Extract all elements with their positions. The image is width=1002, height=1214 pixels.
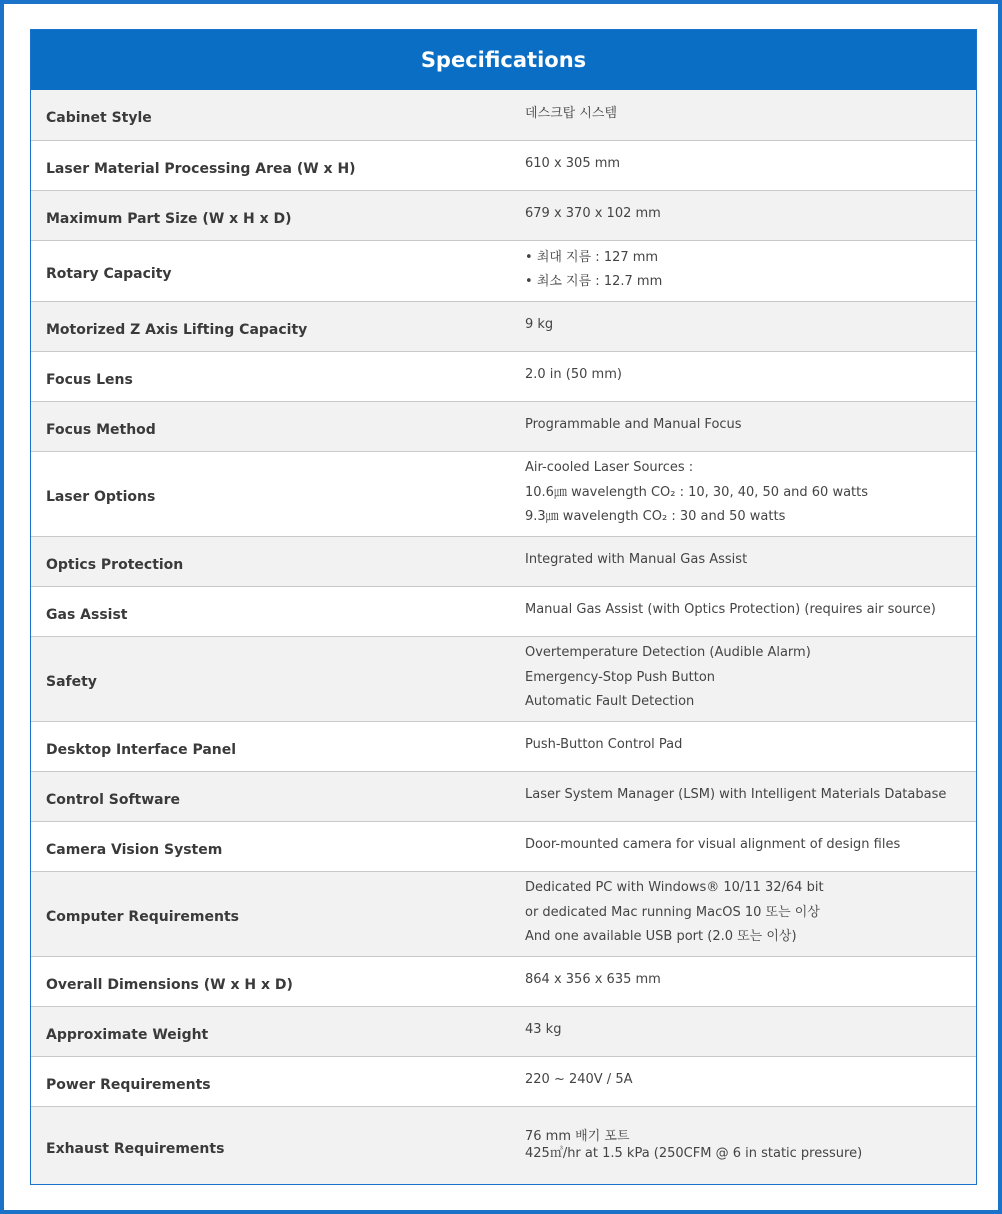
- spec-label: Camera Vision System: [46, 841, 223, 858]
- spec-value: [525, 637, 976, 721]
- spec-label: Desktop Interface Panel: [46, 741, 237, 758]
- spec-value-line: 864 x 356 x 635 mm: [525, 972, 661, 988]
- spec-value-line: 9.3㎛ wavelength CO₂ : 30 and 50 watts: [525, 509, 786, 525]
- table-row: [31, 351, 976, 401]
- spec-value: [525, 822, 976, 871]
- spec-value-line: 9 kg: [525, 317, 554, 333]
- table-row: [31, 90, 976, 140]
- table-row: [31, 536, 976, 586]
- table-row: [31, 636, 976, 721]
- spec-value: [525, 302, 976, 351]
- spec-value-line: Overtemperature Detection (Audible Alarm): [525, 645, 811, 661]
- spec-label: Motorized Z Axis Lifting Capacity: [46, 321, 308, 338]
- table-row: [31, 240, 976, 301]
- spec-label: Focus Lens: [46, 371, 133, 388]
- spec-value: [525, 587, 976, 636]
- table-row: [31, 771, 976, 821]
- spec-value-line: Programmable and Manual Focus: [525, 417, 742, 433]
- spec-label: Rotary Capacity: [46, 266, 172, 282]
- spec-value-line: 610 x 305 mm: [525, 156, 621, 172]
- table-row: [31, 1006, 976, 1056]
- spec-value: [525, 537, 976, 586]
- spec-value: [525, 191, 976, 240]
- table-row: [31, 956, 976, 1006]
- spec-label: Cabinet Style: [46, 110, 152, 126]
- spec-value-line: 10.6㎛ wavelength CO₂ : 10, 30, 40, 50 and 60 watts: [525, 484, 869, 500]
- table-row: [31, 821, 976, 871]
- table-row: [31, 1056, 976, 1106]
- spec-value-line: Dedicated PC with Windows® 10/11 32/64 bit: [525, 880, 824, 896]
- spec-value: [525, 1107, 976, 1184]
- spec-value-line: Emergency-Stop Push Button: [525, 669, 716, 685]
- spec-label: Computer Requirements: [46, 909, 239, 925]
- spec-value-line: 2.0 in (50 mm): [525, 367, 622, 383]
- table-row: [31, 451, 976, 536]
- table-row: [31, 140, 976, 190]
- spec-label: Approximate Weight: [46, 1026, 209, 1043]
- spec-value-line: 425㎥/hr at 1.5 kPa (250CFM @ 6 in static pressure): [525, 1145, 863, 1161]
- spec-value: [525, 1057, 976, 1106]
- spec-value: [525, 241, 976, 301]
- spec-label: Control Software: [46, 791, 181, 808]
- specifications-table: [30, 29, 977, 1185]
- spec-label: Maximum Part Size (W x H x D): [46, 210, 292, 227]
- spec-value-line: 220 ~ 240V / 5A: [525, 1072, 633, 1088]
- spec-value: [525, 1007, 976, 1056]
- spec-label: Overall Dimensions (W x H x D): [46, 976, 293, 993]
- spec-value-line: or dedicated Mac running MacOS 10 또는 이상: [525, 904, 820, 920]
- spec-value-line: Push-Button Control Pad: [525, 737, 683, 753]
- spec-value-line: Air-cooled Laser Sources :: [525, 460, 694, 476]
- spec-label: Laser Material Processing Area (W x H): [46, 160, 356, 177]
- spec-value: [525, 452, 976, 536]
- spec-value: [525, 402, 976, 451]
- spec-value: [525, 957, 976, 1006]
- spec-value-line: Automatic Fault Detection: [525, 694, 695, 710]
- spec-label: Optics Protection: [46, 556, 184, 573]
- spec-value-line: Door-mounted camera for visual alignment of design files: [525, 837, 901, 853]
- spec-value: [525, 141, 976, 190]
- table-row: [31, 301, 976, 351]
- spec-value-line: 데스크탑 시스템: [525, 105, 618, 121]
- spec-value-line: 76 mm 배기 포트: [525, 1128, 630, 1144]
- spec-label: Focus Method: [46, 421, 156, 438]
- spec-value-line: 679 x 370 x 102 mm: [525, 206, 661, 222]
- spec-value-line: • 최소 지름 : 12.7 mm: [525, 270, 976, 295]
- spec-label: Power Requirements: [46, 1076, 211, 1093]
- spec-value: [525, 772, 976, 821]
- spec-label: Safety: [46, 674, 97, 690]
- spec-label: Laser Options: [46, 489, 156, 505]
- spec-value: [525, 722, 976, 771]
- spec-value-line: Laser System Manager (LSM) with Intelligent Materials Database: [525, 787, 947, 803]
- table-row: [31, 401, 976, 451]
- spec-label: Gas Assist: [46, 606, 128, 623]
- spec-label: Exhaust Requirements: [46, 1140, 225, 1157]
- spec-value: [525, 352, 976, 401]
- table-row: [31, 1106, 976, 1184]
- table-row: [31, 586, 976, 636]
- table-row: [31, 190, 976, 240]
- table-title: Specifications: [31, 30, 976, 90]
- spec-value: [525, 90, 976, 140]
- spec-value-line: • 최대 지름 : 127 mm: [525, 246, 976, 271]
- spec-value-line: Integrated with Manual Gas Assist: [525, 552, 748, 568]
- spec-value-line: Manual Gas Assist (with Optics Protection) (requires air source): [525, 602, 936, 618]
- table-row: [31, 871, 976, 956]
- table-row: [31, 721, 976, 771]
- spec-value: [525, 872, 976, 956]
- spec-value-line: 43 kg: [525, 1022, 562, 1038]
- spec-rows: [31, 90, 976, 1184]
- spec-value-line: And one available USB port (2.0 또는 이상): [525, 929, 797, 945]
